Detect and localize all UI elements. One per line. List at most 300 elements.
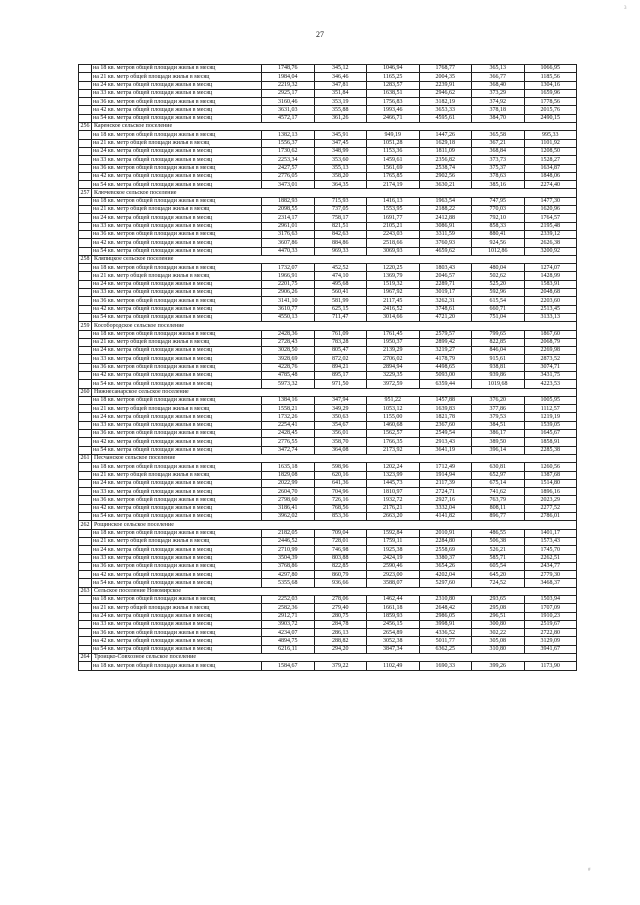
value-cell: 2010,91 xyxy=(419,529,472,537)
table-row xyxy=(79,131,577,139)
row-number xyxy=(79,612,92,620)
value-cell: 1053,12 xyxy=(367,405,420,413)
table-row xyxy=(79,89,577,97)
value-cell: 3473,01 xyxy=(262,181,315,189)
value-cell: 737,05 xyxy=(314,206,367,214)
table-row xyxy=(79,629,577,637)
corner-mark: # xyxy=(588,868,591,873)
value-cell: 1459,61 xyxy=(367,156,420,164)
value-cell: 3160,46 xyxy=(262,98,315,106)
row-number xyxy=(79,172,92,180)
value-cell: 376,20 xyxy=(472,396,525,404)
value-cell: 3653,33 xyxy=(419,106,472,114)
value-cell: 1639,83 xyxy=(419,405,472,413)
value-cell: 2986,05 xyxy=(419,612,472,620)
value-cell: 2195,48 xyxy=(524,222,577,230)
value-cell: 620,16 xyxy=(314,471,367,479)
value-cell: 347,94 xyxy=(314,396,367,404)
value-cell: 1382,13 xyxy=(262,131,315,139)
row-number xyxy=(79,272,92,280)
value-cell: 4202,04 xyxy=(419,571,472,579)
value-cell: 3019,17 xyxy=(419,289,472,297)
value-cell: 3262,31 xyxy=(419,297,472,305)
row-number xyxy=(79,197,92,205)
table-row xyxy=(79,164,577,172)
value-cell: 5093,00 xyxy=(419,371,472,379)
value-cell: 3607,86 xyxy=(262,239,315,247)
value-cell: 2648,42 xyxy=(419,604,472,612)
value-cell: 1867,60 xyxy=(524,330,577,338)
value-cell: 1811,09 xyxy=(419,147,472,155)
value-cell: 675,14 xyxy=(472,479,525,487)
row-label: на 36 кв. метров общей площади жилья в месяц xyxy=(92,629,262,637)
row-number xyxy=(79,347,92,355)
section-row xyxy=(79,123,577,131)
table-row xyxy=(79,330,577,338)
row-label: на 18 кв. метров общей площади жилья в месяц xyxy=(92,396,262,404)
value-cell: 2913,43 xyxy=(419,438,472,446)
value-cell: 842,63 xyxy=(314,230,367,238)
value-cell: 356,01 xyxy=(314,430,367,438)
value-cell: 598,96 xyxy=(314,463,367,471)
row-number: 258 xyxy=(80,256,90,263)
table-row xyxy=(79,181,577,189)
value-cell: 1896,16 xyxy=(524,488,577,496)
settlement-name: Троицко-Совхозное сельское поселение xyxy=(92,654,577,662)
table-row xyxy=(79,264,577,272)
row-label: на 24 кв. метра общей площади жилья в месяц xyxy=(92,81,262,89)
value-cell: 1556,37 xyxy=(262,139,315,147)
value-cell: 1155,00 xyxy=(367,413,420,421)
row-label: на 54 кв. метра общей площади жилья в месяц xyxy=(92,579,262,587)
row-label: на 21 кв. метр общей площади жилья в месяц xyxy=(92,405,262,413)
value-cell: 2284,80 xyxy=(419,537,472,545)
value-cell: 474,10 xyxy=(314,272,367,280)
value-cell: 660,71 xyxy=(472,305,525,313)
section-row xyxy=(79,654,577,662)
value-cell: 858,33 xyxy=(472,222,525,230)
table-row xyxy=(79,147,577,155)
value-cell: 1730,62 xyxy=(262,147,315,155)
row-number xyxy=(79,380,92,388)
value-cell: 4721,20 xyxy=(419,313,472,321)
table-row xyxy=(79,438,577,446)
table-row xyxy=(79,579,577,587)
value-cell: 1768,77 xyxy=(419,65,472,73)
value-cell: 2786,01 xyxy=(524,513,577,521)
row-number xyxy=(79,562,92,570)
value-cell: 1051,28 xyxy=(367,139,420,147)
table-row xyxy=(79,65,577,73)
value-cell: 4595,61 xyxy=(419,114,472,122)
value-cell: 3086,91 xyxy=(419,222,472,230)
value-cell: 2902,56 xyxy=(419,172,472,180)
value-cell: 1707,09 xyxy=(524,604,577,612)
value-cell: 1659,96 xyxy=(524,89,577,97)
value-cell: 3229,35 xyxy=(367,371,420,379)
value-cell: 525,20 xyxy=(472,280,525,288)
row-number xyxy=(79,645,92,653)
value-cell: 3176,63 xyxy=(262,230,315,238)
table-row xyxy=(79,546,577,554)
table-row xyxy=(79,413,577,421)
value-cell: 1477,30 xyxy=(524,197,577,205)
row-label: на 42 кв. метра общей площади жилья в месяц xyxy=(92,637,262,645)
value-cell: 361,26 xyxy=(314,114,367,122)
value-cell: 715,93 xyxy=(314,197,367,205)
value-cell: 4470,33 xyxy=(262,247,315,255)
table-row xyxy=(79,363,577,371)
row-number xyxy=(79,305,92,313)
table-row xyxy=(79,98,577,106)
row-label: на 18 кв. метров общей площади жилья в месяц xyxy=(92,264,262,272)
row-number xyxy=(79,214,92,222)
value-cell: 3472,74 xyxy=(262,446,315,454)
value-cell: 4498,65 xyxy=(419,363,472,371)
row-number xyxy=(79,280,92,288)
row-number: 260 xyxy=(80,388,90,395)
value-cell: 2654,89 xyxy=(367,629,420,637)
value-cell: 3630,21 xyxy=(419,181,472,189)
table-row xyxy=(79,313,577,321)
table-row xyxy=(79,106,577,114)
value-cell: 2314,17 xyxy=(262,214,315,222)
row-label: на 42 кв. метра общей площади жилья в месяц xyxy=(92,438,262,446)
value-cell: 3311,59 xyxy=(419,230,472,238)
value-cell: 365,58 xyxy=(472,131,525,139)
value-cell: 3468,37 xyxy=(524,579,577,587)
value-cell: 3928,69 xyxy=(262,355,315,363)
row-label: на 54 кв. метра общей площади жилья в месяц xyxy=(92,247,262,255)
value-cell: 364,35 xyxy=(314,181,367,189)
value-cell: 1635,18 xyxy=(262,463,315,471)
row-number xyxy=(79,413,92,421)
value-cell: 1629,18 xyxy=(419,139,472,147)
value-cell: 2068,79 xyxy=(524,338,577,346)
row-number xyxy=(79,330,92,338)
value-cell: 2098,55 xyxy=(262,206,315,214)
value-cell: 2262,51 xyxy=(524,554,577,562)
value-cell: 3654,26 xyxy=(419,562,472,570)
value-cell: 3028,50 xyxy=(262,347,315,355)
value-cell: 389,50 xyxy=(472,438,525,446)
value-cell: 1756,83 xyxy=(367,98,420,106)
row-label: на 42 кв. метра общей площади жилья в месяц xyxy=(92,172,262,180)
row-number xyxy=(79,396,92,404)
row-number xyxy=(79,421,92,429)
table-row xyxy=(79,421,577,429)
row-number xyxy=(79,371,92,379)
table-row xyxy=(79,529,577,537)
section-row xyxy=(79,521,577,529)
value-cell: 1102,49 xyxy=(367,662,420,670)
row-label: на 24 кв. метра общей площади жилья в месяц xyxy=(92,214,262,222)
value-cell: 365,13 xyxy=(472,65,525,73)
value-cell: 805,47 xyxy=(314,347,367,355)
value-cell: 286,13 xyxy=(314,629,367,637)
value-cell: 396,14 xyxy=(472,446,525,454)
value-cell: 641,36 xyxy=(314,479,367,487)
table-row xyxy=(79,554,577,562)
row-label: на 33 кв. метра общей площади жилья в месяц xyxy=(92,289,262,297)
row-number xyxy=(79,488,92,496)
value-cell: 2253,34 xyxy=(262,156,315,164)
row-number xyxy=(79,554,92,562)
value-cell: 2894,94 xyxy=(367,363,420,371)
value-cell: 808,11 xyxy=(472,504,525,512)
value-cell: 3332,04 xyxy=(419,504,472,512)
page-number: 27 xyxy=(316,30,324,39)
value-cell: 1208,50 xyxy=(524,147,577,155)
value-cell: 4336,52 xyxy=(419,629,472,637)
row-number xyxy=(79,81,92,89)
value-cell: 1583,91 xyxy=(524,280,577,288)
row-number xyxy=(79,662,92,670)
value-cell: 1066,95 xyxy=(524,65,577,73)
section-row xyxy=(79,388,577,396)
table-row xyxy=(79,463,577,471)
row-number xyxy=(79,65,92,73)
row-label: на 33 кв. метра общей площади жилья в месяц xyxy=(92,355,262,363)
value-cell: 1260,56 xyxy=(524,463,577,471)
value-cell: 2906,26 xyxy=(262,289,315,297)
row-number: 257 xyxy=(80,189,90,196)
value-cell: 1457,88 xyxy=(419,396,472,404)
value-cell: 364,08 xyxy=(314,446,367,454)
value-cell: 6362,25 xyxy=(419,645,472,653)
value-cell: 1447,26 xyxy=(419,131,472,139)
value-cell: 1558,21 xyxy=(262,405,315,413)
value-cell: 939,86 xyxy=(472,371,525,379)
settlement-name: Нижнесанарское сельское поселение xyxy=(92,388,577,396)
value-cell: 3380,37 xyxy=(419,554,472,562)
section-row xyxy=(79,255,577,263)
value-cell: 822,85 xyxy=(472,338,525,346)
value-cell: 792,10 xyxy=(472,214,525,222)
value-cell: 704,96 xyxy=(314,488,367,496)
row-number xyxy=(79,355,92,363)
value-cell: 2538,74 xyxy=(419,164,472,172)
row-number xyxy=(79,156,92,164)
value-cell: 1428,99 xyxy=(524,272,577,280)
value-cell: 1925,38 xyxy=(367,546,420,554)
value-cell: 2626,38 xyxy=(524,239,577,247)
row-number xyxy=(79,620,92,628)
value-cell: 296,51 xyxy=(472,612,525,620)
value-cell: 4894,75 xyxy=(262,637,315,645)
value-cell: 1963,54 xyxy=(419,197,472,205)
value-cell: 2779,30 xyxy=(524,571,577,579)
value-cell: 799,65 xyxy=(472,330,525,338)
value-cell: 2706,02 xyxy=(367,355,420,363)
value-cell: 2188,22 xyxy=(419,206,472,214)
value-cell: 2243,03 xyxy=(367,230,420,238)
value-cell: 5973,32 xyxy=(262,380,315,388)
value-cell: 1761,45 xyxy=(367,330,420,338)
value-cell: 385,16 xyxy=(472,181,525,189)
value-cell: 2277,52 xyxy=(524,504,577,512)
value-cell: 3074,71 xyxy=(524,363,577,371)
settlement-name: Кособородское сельское поселение xyxy=(92,322,577,330)
section-row xyxy=(79,189,577,197)
row-label: на 21 кв. метр общей площади жилья в месяц xyxy=(92,73,262,81)
value-cell: 486,55 xyxy=(472,529,525,537)
value-cell: 347,81 xyxy=(314,81,367,89)
row-number xyxy=(79,147,92,155)
value-cell: 1748,76 xyxy=(262,65,315,73)
settlement-name: Сельское поселение Новомирское xyxy=(92,587,577,595)
value-cell: 3768,86 xyxy=(262,562,315,570)
value-cell: 1910,23 xyxy=(524,612,577,620)
value-cell: 480,04 xyxy=(472,264,525,272)
row-number xyxy=(79,247,92,255)
value-cell: 2604,70 xyxy=(262,488,315,496)
row-label: на 33 кв. метра общей площади жилья в месяц xyxy=(92,156,262,164)
value-cell: 1592,84 xyxy=(367,529,420,537)
value-cell: 4785,48 xyxy=(262,371,315,379)
table-row xyxy=(79,81,577,89)
value-cell: 2925,17 xyxy=(262,89,315,97)
value-cell: 3998,91 xyxy=(419,620,472,628)
value-cell: 2289,71 xyxy=(419,280,472,288)
value-cell: 3069,93 xyxy=(367,247,420,255)
row-number xyxy=(79,98,92,106)
value-cell: 2117,45 xyxy=(367,297,420,305)
value-cell: 1967,92 xyxy=(367,289,420,297)
value-cell: 894,21 xyxy=(314,363,367,371)
value-cell: 355,88 xyxy=(314,106,367,114)
value-cell: 1759,11 xyxy=(367,537,420,545)
value-cell: 1858,91 xyxy=(524,438,577,446)
value-cell: 2285,38 xyxy=(524,446,577,454)
value-cell: 279,40 xyxy=(314,604,367,612)
value-cell: 1634,87 xyxy=(524,164,577,172)
value-cell: 995,33 xyxy=(524,131,577,139)
row-number xyxy=(79,504,92,512)
value-cell: 880,41 xyxy=(472,230,525,238)
row-label: на 33 кв. метра общей площади жилья в месяц xyxy=(92,488,262,496)
value-cell: 741,62 xyxy=(472,488,525,496)
settlement-name: Кляпицкое сельское поселение xyxy=(92,255,577,263)
value-cell: 1993,46 xyxy=(367,106,420,114)
value-cell: 2428,36 xyxy=(262,330,315,338)
value-cell: 1219,19 xyxy=(524,413,577,421)
value-cell: 295,08 xyxy=(472,604,525,612)
table-row xyxy=(79,430,577,438)
table-row xyxy=(79,197,577,205)
settlement-name: Ключевское сельское поселение xyxy=(92,189,577,197)
value-cell: 2356,82 xyxy=(419,156,472,164)
value-cell: 280,75 xyxy=(314,612,367,620)
value-cell: 373,73 xyxy=(472,156,525,164)
row-label: на 42 кв. метра общей площади жилья в месяц xyxy=(92,571,262,579)
value-cell: 2722,80 xyxy=(524,629,577,637)
value-cell: 1416,13 xyxy=(367,197,420,205)
value-cell: 615,54 xyxy=(472,297,525,305)
value-cell: 3588,07 xyxy=(367,579,420,587)
value-cell: 345,91 xyxy=(314,131,367,139)
row-number xyxy=(79,338,92,346)
value-cell: 3941,67 xyxy=(524,645,577,653)
table-row xyxy=(79,297,577,305)
value-cell: 2139,29 xyxy=(367,347,420,355)
value-cell: 367,21 xyxy=(472,139,525,147)
value-cell: 1387,68 xyxy=(524,471,577,479)
value-cell: 310,80 xyxy=(472,645,525,653)
value-cell: 1620,96 xyxy=(524,206,577,214)
value-cell: 2339,12 xyxy=(524,230,577,238)
value-cell: 2961,01 xyxy=(262,222,315,230)
value-cell: 1304,16 xyxy=(524,81,577,89)
value-cell: 4178,79 xyxy=(419,355,472,363)
settlement-name: Каренское сельское поселение xyxy=(92,123,577,131)
value-cell: 1966,91 xyxy=(262,272,315,280)
row-label: на 42 кв. метра общей площади жилья в месяц xyxy=(92,504,262,512)
value-cell: 1690,33 xyxy=(419,662,472,670)
value-cell: 1553,95 xyxy=(367,206,420,214)
value-cell: 2416,52 xyxy=(367,305,420,313)
value-cell: 1153,36 xyxy=(367,147,420,155)
row-number: 262 xyxy=(80,521,90,528)
row-number xyxy=(79,206,92,214)
value-cell: 2239,91 xyxy=(419,81,472,89)
row-number xyxy=(79,546,92,554)
row-label: на 42 кв. метра общей площади жилья в месяц xyxy=(92,371,262,379)
value-cell: 2798,60 xyxy=(262,496,315,504)
value-cell: 1112,57 xyxy=(524,405,577,413)
value-cell: 4297,80 xyxy=(262,571,315,579)
value-cell: 353,60 xyxy=(314,156,367,164)
row-label: на 24 кв. метра общей площади жилья в месяц xyxy=(92,479,262,487)
value-cell: 2549,54 xyxy=(419,430,472,438)
value-cell: 377,86 xyxy=(472,405,525,413)
row-label: на 18 кв. метров общей площади жилья в месяц xyxy=(92,65,262,73)
table-row xyxy=(79,496,577,504)
value-cell: 630,81 xyxy=(472,463,525,471)
value-cell: 3219,27 xyxy=(419,347,472,355)
table-row xyxy=(79,405,577,413)
row-number: 263 xyxy=(80,588,90,595)
value-cell: 373,29 xyxy=(472,89,525,97)
value-cell: 2203,60 xyxy=(524,297,577,305)
value-cell: 758,17 xyxy=(314,214,367,222)
row-label: на 33 кв. метра общей площади жилья в месяц xyxy=(92,89,262,97)
value-cell: 2927,16 xyxy=(419,496,472,504)
settlement-name: Рощинское сельское поселение xyxy=(92,521,577,529)
value-cell: 2219,32 xyxy=(262,81,315,89)
table-row xyxy=(79,446,577,454)
value-cell: 305,08 xyxy=(472,637,525,645)
table-row xyxy=(79,562,577,570)
value-cell: 1732,07 xyxy=(262,264,315,272)
value-cell: 2174,19 xyxy=(367,181,420,189)
row-label: на 24 кв. метра общей площади жилья в месяц xyxy=(92,280,262,288)
value-cell: 384,51 xyxy=(472,421,525,429)
value-cell: 1778,56 xyxy=(524,98,577,106)
value-cell: 384,70 xyxy=(472,114,525,122)
value-cell: 2582,36 xyxy=(262,604,315,612)
row-label: на 21 кв. метр общей площади жилья в месяц xyxy=(92,338,262,346)
row-number xyxy=(79,164,92,172)
row-number: 256 xyxy=(80,123,90,130)
value-cell: 1661,18 xyxy=(367,604,420,612)
row-number xyxy=(79,239,92,247)
value-cell: 3200,92 xyxy=(524,247,577,255)
value-cell: 2310,80 xyxy=(419,596,472,604)
value-cell: 936,66 xyxy=(314,579,367,587)
value-cell: 1803,43 xyxy=(419,264,472,272)
value-cell: 1401,17 xyxy=(524,529,577,537)
